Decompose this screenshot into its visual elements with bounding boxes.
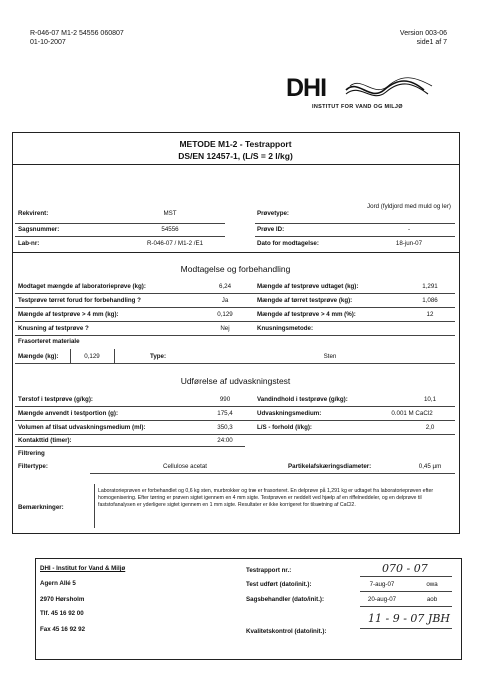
title-divider: [12, 164, 459, 165]
test-udfort-date: 7-aug-07: [369, 581, 395, 588]
version-label: Version 003-06: [399, 30, 447, 37]
divider: [15, 420, 455, 421]
kontakttid-label: Kontakttid (timer):: [18, 437, 72, 444]
kvalitetskontrol-signature: 11 - 9 - 07 JBH: [368, 612, 450, 625]
knusning-value: Nej: [220, 325, 230, 332]
divider: [70, 349, 71, 363]
knusningsmetode-label: Knusningsmetode:: [257, 325, 314, 332]
toerret-label: Testprøve tørret forud for forbehandling ?: [18, 297, 141, 304]
bemaerkninger-label: Bemærkninger:: [18, 504, 64, 511]
testrapport-label: Testrapport nr.:: [246, 567, 292, 574]
sagsnummer-value: 54556: [161, 226, 179, 233]
filtrering-label: Filtrering: [18, 450, 45, 457]
modtaget-maengde-value: 6,24: [218, 283, 232, 290]
divider: [360, 576, 452, 577]
over-4mm-kg-value: 0,129: [217, 311, 233, 318]
toerstof-value: 990: [219, 396, 231, 403]
sagsbehandler-label: Sagsbehandler (dato/init.):: [246, 596, 325, 603]
maengde-label: Mængde (kg):: [18, 353, 59, 360]
sagsbehandler-init: aob: [426, 596, 438, 603]
volumen-label: Volumen af tilsat udvaskningsmedium (ml):: [18, 424, 146, 431]
divider: [15, 406, 455, 407]
testproeve-udtaget-label: Mængde af testprøve udtaget (kg):: [257, 283, 359, 290]
kvalitetskontrol-label: Kvalitetskontrol (dato/init.):: [246, 628, 327, 635]
report-reference: R-046-07 M1-2 54556 060807: [30, 30, 124, 37]
ls-forhold-value: 2,0: [425, 424, 435, 431]
ls-forhold-label: L/S - forhold (l/kg):: [257, 424, 312, 431]
org-name: DHI - Institut for Vand & Miljø: [40, 565, 126, 572]
divider: [15, 446, 245, 447]
udvaskningsmedium-value: 0.001 M CaCl2: [391, 410, 433, 417]
divider: [94, 484, 95, 528]
modtaget-maengde-label: Modtaget mængde af laboratorieprøve (kg):: [18, 283, 146, 290]
frasorteret-label: Frasorteret materiale: [18, 338, 80, 345]
rekvirent-label: Rekvirent:: [18, 210, 49, 217]
divider: [15, 307, 455, 308]
volumen-value: 350,3: [217, 424, 233, 431]
test-udfort-init: owa: [426, 581, 438, 588]
toerstof-label: Tørstof i testprøve (g/kg):: [18, 396, 93, 403]
fax: Fax 45 16 92 92: [40, 626, 86, 633]
divider: [15, 293, 455, 294]
proevetype-value: Jord (fyldjord med muld og ler): [367, 203, 451, 210]
vandindhold-label: Vandindhold i testprøve (g/kg):: [257, 396, 348, 403]
lab-nr-value: R-046-07 / M1-2 /E1: [146, 240, 204, 247]
proevetype-label: Prøvetype:: [257, 210, 289, 217]
maengde-value: 0,129: [84, 353, 100, 360]
over-4mm-pct-label: Mængde af testprøve > 4 mm (%):: [257, 311, 356, 318]
toerret-value: Ja: [221, 297, 229, 304]
address-street: Agern Allé 5: [40, 580, 76, 587]
modtagelse-heading: Modtagelse og forbehandling: [180, 264, 291, 274]
modtagelse-dato-value: 18-jun-07: [395, 240, 423, 247]
address-city: 2970 Hørsholm: [40, 596, 85, 603]
proeve-id-label: Prøve ID:: [257, 226, 285, 233]
divider: [15, 363, 455, 364]
divider: [360, 628, 452, 629]
logo-subtitle: INSTITUT FOR VAND OG MILJØ: [312, 104, 403, 110]
divider: [15, 434, 455, 435]
partikel-value: 0,45 µm: [418, 463, 442, 470]
divider: [15, 321, 455, 322]
bemaerkninger-text: Laboratorieprøven er forbehandlet og 0,6 kg sten, murbrokker og træ er frasorteret. En delprøve på 1,291 kg er udtaget fra laboratorieprøven efter homogenisering. Efter tørring er prøven sigtet igennem en 4 mm sigte. Testprøven er neddelt ved hjælp af en riffelneddeler, og en delprøve til faststofanalysen er yderligere sigtet igennem en 1 mm sigte. Resultater er ikke korrigeret for tilsætning af CaCl2.: [98, 488, 434, 509]
type-value: Sten: [323, 353, 337, 360]
udvaskning-heading: Udførelse af udvaskningstest: [180, 376, 291, 386]
udvaskningsmedium-label: Udvaskningsmedium:: [257, 410, 322, 417]
logo-text: DHI: [286, 74, 327, 102]
divider: [15, 223, 225, 224]
report-date: 01-10-2007: [30, 39, 66, 46]
testportion-value: 175,4: [217, 410, 233, 417]
divider: [255, 236, 455, 237]
testproeve-udtaget-value: 1,291: [422, 283, 438, 290]
divider: [360, 606, 452, 607]
proeve-id-value: -: [407, 226, 411, 233]
divider: [360, 591, 452, 592]
testportion-label: Mængde anvendt i testportion (g):: [18, 410, 119, 417]
type-label: Type:: [150, 353, 167, 360]
knusning-label: Knusning af testprøve ?: [18, 325, 89, 332]
divider: [114, 349, 115, 363]
over-4mm-kg-label: Mængde af testprøve > 4 mm (kg):: [18, 311, 119, 318]
report-subtitle: DS/EN 12457-1, (L/S = 2 l/kg): [178, 151, 293, 161]
report-title: METODE M1-2 - Testrapport: [179, 139, 292, 149]
toerret-testproeve-value: 1,086: [422, 297, 438, 304]
testrapport-value: 070 - 07: [382, 562, 428, 575]
rekvirent-value: MST: [163, 210, 177, 217]
section-divider: [12, 252, 459, 253]
partikel-label: Partikelafskæringsdiameter:: [288, 463, 372, 470]
toerret-testproeve-label: Mængde af tørret testprøve (kg):: [257, 297, 353, 304]
over-4mm-pct-value: 12: [426, 311, 434, 318]
filtertype-label: Filtertype:: [18, 463, 48, 470]
wave-logo-icon: [344, 76, 436, 104]
lab-nr-label: Lab-nr:: [18, 240, 40, 247]
divider: [15, 236, 225, 237]
dhi-logo: [284, 74, 444, 116]
divider: [15, 335, 455, 336]
divider: [90, 473, 455, 474]
sagsnummer-label: Sagsnummer:: [18, 226, 60, 233]
phone: Tlf. 45 16 92 00: [40, 610, 84, 617]
divider: [255, 223, 455, 224]
test-udfort-label: Test udført (dato/init.):: [246, 581, 312, 588]
page-number: side1 af 7: [416, 39, 447, 46]
modtagelse-dato-label: Dato for modtagelse:: [257, 240, 319, 247]
vandindhold-value: 10,1: [423, 396, 437, 403]
sagsbehandler-date: 20-aug-07: [367, 596, 397, 603]
kontakttid-value: 24:00: [217, 437, 233, 444]
filtertype-value: Cellulose acetat: [162, 463, 208, 470]
